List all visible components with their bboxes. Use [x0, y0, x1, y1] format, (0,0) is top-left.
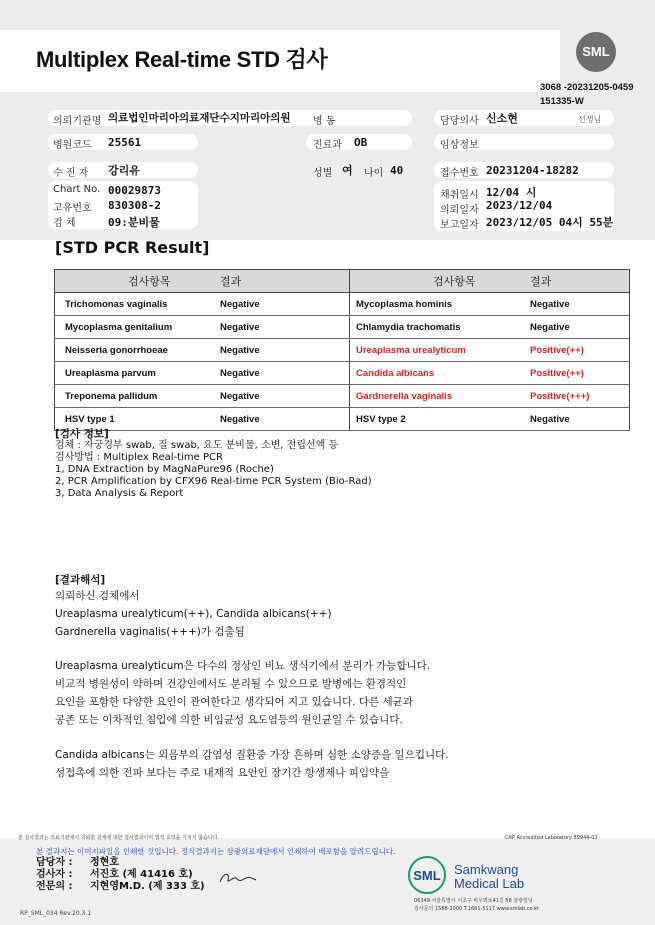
- test-item-cell: Mycoplasma genitalium: [55, 316, 220, 339]
- signature-icon: [218, 870, 258, 886]
- test-item-cell: Ureaplasma parvum: [55, 362, 220, 385]
- col-result-header-1: 결과: [219, 270, 350, 293]
- interpretation-line: Ureaplasma urealyticum은 다수의 정상인 비뇨 생식기에서 분리가 가능합니다.: [55, 660, 431, 672]
- interpretation-line: 요인을 포함한 다양한 요인이 관여한다고 생각되어 지고 있습니다. 다른 세균과: [55, 696, 413, 708]
- staff-name: 서진호 (제 41416 호): [90, 869, 193, 880]
- test-item-cell: HSV type 1: [55, 408, 220, 431]
- interpretation-line: 공존 또는 이차적인 침입에 의한 비임균성 요도염등의 원인균일 수 있습니다.: [55, 714, 403, 726]
- result-cell: Negative: [529, 316, 630, 339]
- test-item-cell: Chlamydia trachomatis: [350, 316, 530, 339]
- ward-label: 병 동: [313, 116, 336, 127]
- receipt-label: 접수번호: [440, 168, 479, 179]
- staff-name: 지현영M.D. (제 333 호): [90, 881, 205, 892]
- test-item-cell: Candida albicans: [350, 362, 530, 385]
- chart-no-value: 00029873: [108, 184, 161, 197]
- test-info-line: 1, DNA Extraction by MagNaPure96 (Roche): [55, 464, 274, 475]
- result-cell: Positive(+++): [529, 385, 630, 408]
- result-cell: Negative: [529, 293, 630, 316]
- table-header-row: [55, 270, 630, 293]
- staff-role: 검사자 :: [36, 869, 73, 880]
- test-info-line: 검체 : 자궁경부 swab, 질 swab, 요도 분비물, 소변, 전립선액 등: [55, 440, 339, 451]
- result-cell: Positive(++): [529, 339, 630, 362]
- table-row: [55, 362, 630, 385]
- interpretation-line: 비교적 병원성이 약하며 건강인에서도 분리될 수 있으므로 발병에는 환경적인: [55, 678, 407, 690]
- chart-no-label: Chart No.: [53, 184, 101, 195]
- staff-role: 담당자 :: [36, 857, 73, 868]
- test-item-cell: Treponema pallidum: [55, 385, 220, 408]
- age-value: 40: [390, 164, 404, 177]
- svg-text:SML: SML: [413, 868, 441, 883]
- unique-no-value: 830308-2: [108, 199, 161, 212]
- staff-role: 전문의 :: [36, 881, 73, 892]
- result-cell: Negative: [529, 408, 630, 431]
- col-item-header-2: 검사항목: [432, 270, 529, 293]
- report-label: 보고일자: [440, 220, 479, 231]
- test-info-line: 2, PCR Amplification by CFX96 Real-time PCR System (Bio-Rad): [55, 476, 372, 487]
- test-item-cell: Gardnerella vaginalis: [350, 385, 530, 408]
- report-value: 2023/12/05 04시 55분: [486, 216, 614, 229]
- staff-name: 정현호: [90, 857, 119, 868]
- result-section-title: [STD PCR Result]: [55, 238, 210, 257]
- lab-name-line1: Samkwang: [454, 862, 519, 877]
- hospital-code-value: 25561: [108, 136, 142, 149]
- sex-label: 성별: [313, 168, 333, 179]
- collect-value: 12/04 시: [486, 186, 537, 199]
- report-title: Multiplex Real-time STD 검사: [36, 47, 328, 72]
- unique-no-label: 고유번호: [53, 203, 92, 214]
- result-cell: Negative: [219, 385, 350, 408]
- specimen-label: 검 체: [53, 218, 76, 229]
- doctor-value: 신소현: [486, 112, 518, 125]
- report-id-line1: 3068 -20231205-0459: [540, 82, 634, 93]
- interpretation-line: Ureaplasma urealyticum(++), Candida albicans(++): [55, 608, 332, 620]
- result-cell: Negative: [219, 339, 350, 362]
- results-body: [55, 293, 630, 431]
- test-info-line: 3, Data Analysis & Report: [55, 488, 184, 499]
- specimen-value: 09:분비물: [108, 216, 160, 229]
- sex-value: 여: [342, 164, 353, 177]
- table-row: [55, 316, 630, 339]
- test-item-cell: Neisseria gonorrhoeae: [55, 339, 220, 362]
- notice-text: 본 결과지는 이미지파일을 인쇄한 것입니다. 정식결과지는 삼광의료재단에서 인쇄하여 배포함을 알려드립니다.: [36, 847, 396, 856]
- doctor-suffix: 선생님: [578, 115, 602, 124]
- form-code: RP_SML_034 Rev.20.3.1: [20, 910, 92, 917]
- col-result-header-2: 결과: [529, 270, 630, 293]
- table-row: [55, 293, 630, 316]
- sml-footer-logo-icon: [405, 855, 453, 895]
- test-item-cell: Ureaplasma urealyticum: [350, 339, 530, 362]
- request-value: 2023/12/04: [486, 199, 553, 212]
- result-cell: Negative: [219, 362, 350, 385]
- interpretation-line: Candida albicans는 외음부의 감염성 질환중 가장 흔하며 심한 소양증을 일으킵니다.: [55, 749, 449, 761]
- table-row: [55, 385, 630, 408]
- results-table: [54, 269, 630, 431]
- institution-label: 의뢰기관명: [53, 116, 102, 127]
- interpretation-heading: [결과해석]: [55, 574, 106, 586]
- department-label: 진료과: [313, 140, 342, 151]
- test-item-cell: Mycoplasma hominis: [350, 293, 530, 316]
- lab-phone: 검사문의 1588-2000 T.1661-5117 www.smlab.co.kr: [414, 906, 539, 912]
- examinee-value: 강리유: [108, 164, 140, 177]
- result-cell: Negative: [219, 408, 350, 431]
- doctor-label: 담당의사: [440, 116, 479, 127]
- test-item-cell: Trichomonas vaginalis: [55, 293, 220, 316]
- lab-address: 06349 서울특별시 서초구 바우뫼로41길 58 삼광빌딩: [414, 898, 533, 904]
- interpretation-line: Gardnerella vaginalis(+++)가 검출됨: [55, 626, 245, 638]
- accreditation-text: CAP Accredited Laboratory 89944-01: [505, 835, 598, 841]
- interpretation-line: 성접촉에 의한 전파 보다는 주로 내재적 요인인 장기간 항생제나 피임약을: [55, 767, 390, 779]
- department-value: OB: [354, 136, 368, 149]
- lab-name-line2: Medical Lab: [454, 876, 525, 891]
- institution-value: 의료법인마리아의료재단수지마리아의원: [108, 112, 291, 124]
- result-cell: Negative: [219, 316, 350, 339]
- fine-print: 본 검사결과는 의료기관에서 의뢰한 검체에 대한 검사결과이며 법적 효력을 가지지 않습니다.: [18, 835, 220, 841]
- request-label: 의뢰일자: [440, 205, 479, 216]
- test-info-line: 검사방법 : Multiplex Real-time PCR: [55, 452, 223, 463]
- col-item-header-1: 검사항목: [127, 270, 219, 293]
- hospital-code-label: 병원코드: [53, 140, 92, 151]
- collect-label: 채취일시: [440, 190, 479, 201]
- sml-logo-icon: SML: [576, 32, 616, 72]
- result-cell: Negative: [219, 293, 350, 316]
- age-label: 나이: [364, 168, 384, 179]
- test-item-cell: HSV type 2: [350, 408, 530, 431]
- test-info-heading: [검사 정보]: [55, 428, 109, 440]
- clinical-info-label: 임상정보: [440, 140, 479, 151]
- receipt-value: 20231204-18282: [486, 164, 579, 177]
- table-row: [55, 408, 630, 431]
- report-id-line2: 151335-W: [540, 96, 584, 107]
- result-cell: Positive(++): [529, 362, 630, 385]
- interpretation-line: 의뢰하신 검체에서: [55, 590, 140, 602]
- table-row: [55, 339, 630, 362]
- examinee-label: 수 진 자: [53, 168, 89, 179]
